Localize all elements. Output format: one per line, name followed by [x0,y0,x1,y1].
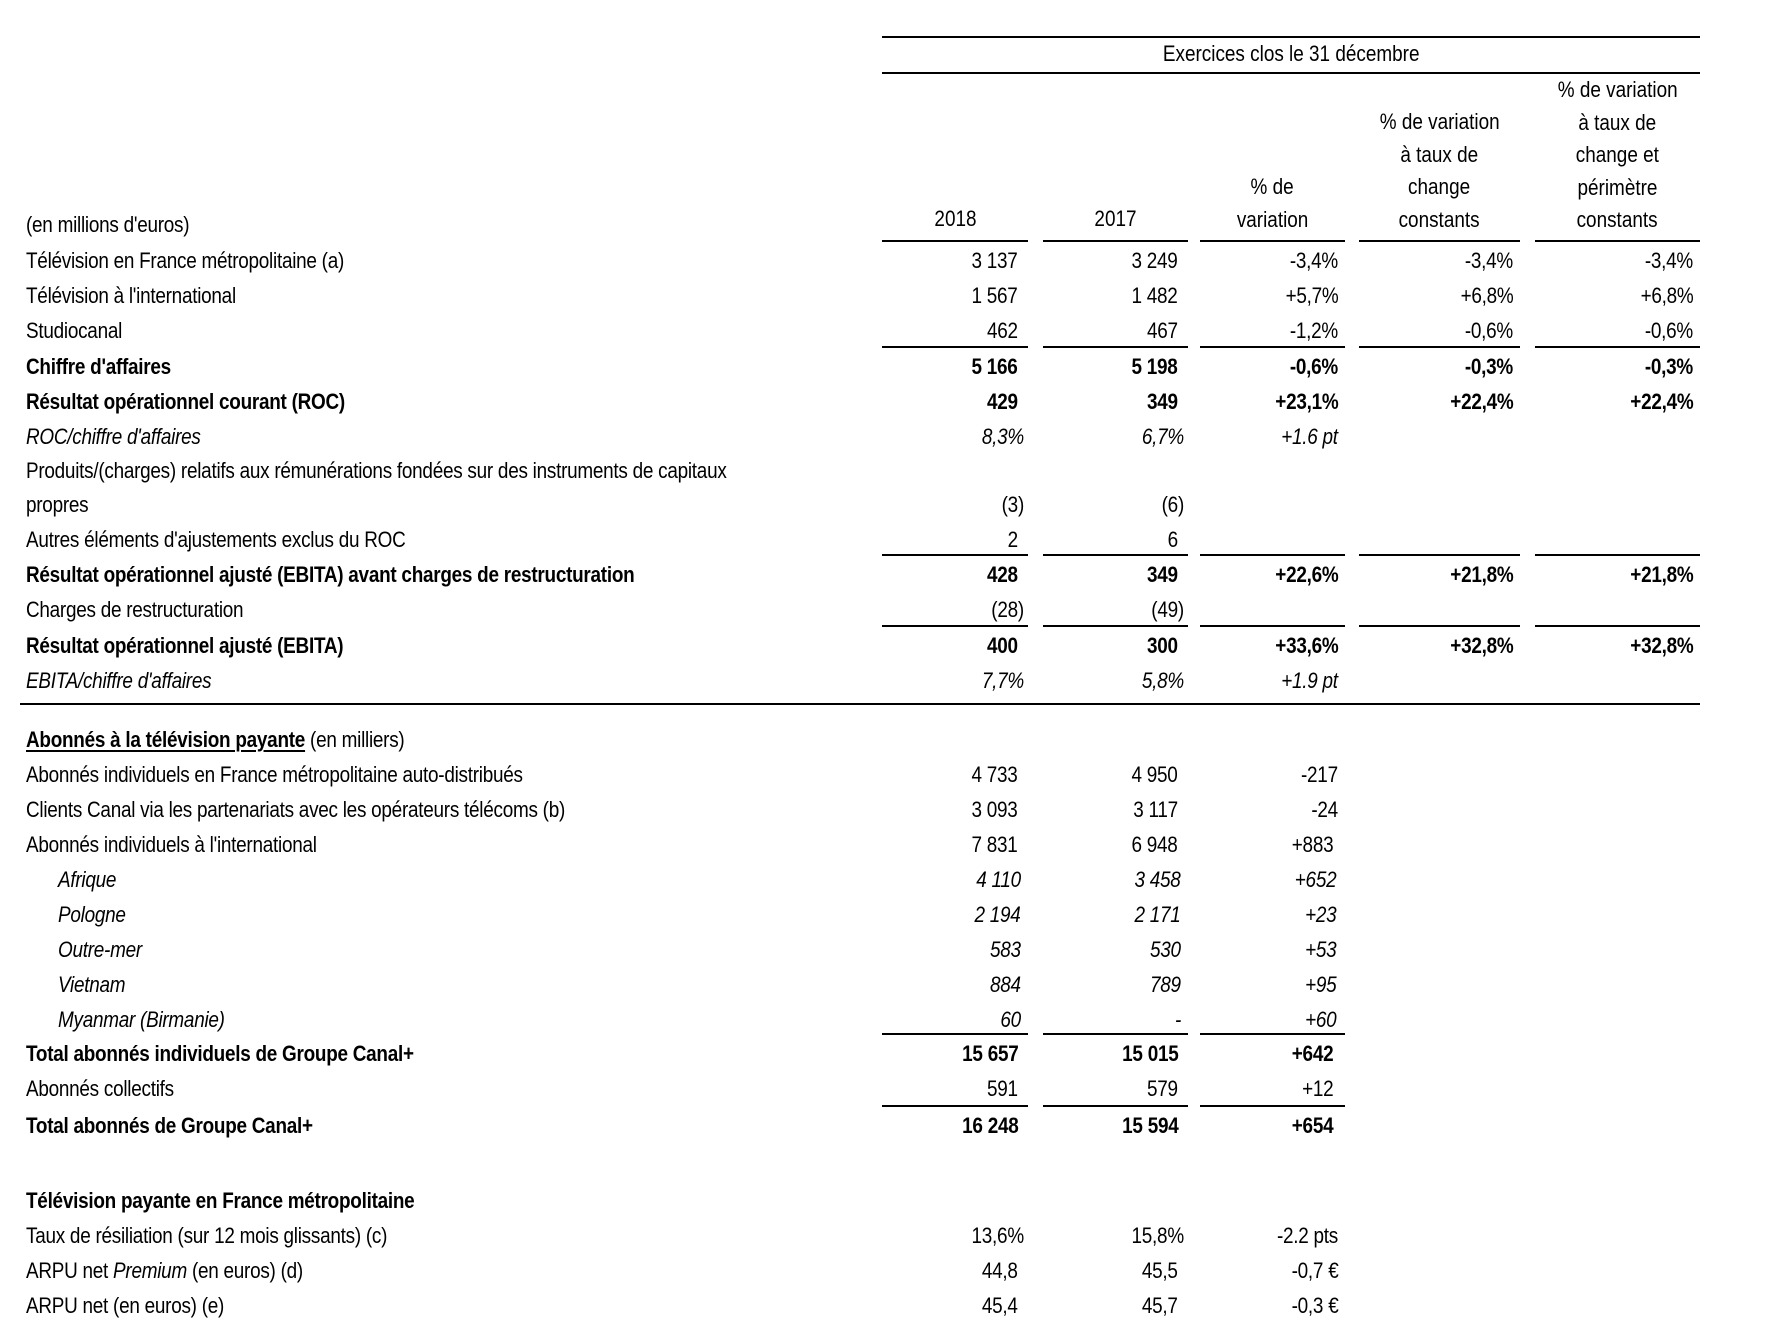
subtotal-rule [1200,1105,1345,1107]
subtotal-rule [1359,625,1520,627]
subtotal-rule [882,554,1028,556]
col-header-variation-constant-fx-scope: % de variation à taux de change et périmètre constants [1557,77,1678,232]
subtotal-rule [1359,554,1520,556]
col-rule [1043,240,1188,242]
section-divider [20,703,1700,705]
subtotal-rule [1043,1033,1188,1035]
col-rule [882,240,1028,242]
subtotal-rule [1535,346,1700,348]
subtotal-rule [1200,554,1345,556]
col-rule [1359,240,1520,242]
subtotal-rule [1359,346,1520,348]
subtotal-rule [882,625,1028,627]
subscribers-section-title: Abonnés à la télévision payante (en milliers) [26,727,405,752]
subtotal-rule [882,346,1028,348]
col-header-variation: % de variation [1236,174,1309,232]
subtotal-rule [1200,625,1345,627]
subtotal-rule [1043,1105,1188,1107]
unit-label: (en millions d'euros) [26,212,190,237]
france-pay-tv-section-title: Télévision payante en France métropolitaine [26,1188,415,1213]
col-header-variation-constant-fx: % de variation à taux de change constants [1379,109,1500,232]
period-title: Exercices clos le 31 décembre [1162,41,1420,66]
col-rule [1535,240,1700,242]
subtotal-rule [1535,554,1700,556]
financial-table-document: Exercices clos le 31 décembre (en millions d'euros) 2018 2017 % de variation % de variation à taux de change constants % de variation à taux de change et périmètre constants Télévision en France métropolitaine (a) 3 137 3 249 -3,4% -3,4% -3,4% Télévision à l'international 1 567 1 482 +5,7% +6,8% +6,8% Studiocanal 462 467 -1,2% -0,6% -0,6% Chiffre d'affaires 5 166 5 198 -0,6% -0,3% -0,3% Résultat opérationnel courant (ROC) 429 349 +23,1% +22,4% +22,4% ROC/chiffre d'affaires 8,3% 6,7% +1.6 pt Produits/(charges) relatifs aux rémunérations fondées sur des instruments de capitaux propres (3) (6) Autres éléments d'ajustements exclus du ROC 2 6 Résultat opérationnel ajusté (EBITA) avant charges de restructuration 428 349 +22,6% +21,8% +21,8% Charges de restructuration (28) (49) Résultat opérationnel ajusté (EBITA) 400 300 +33,6% +32,8% +32,8% EBITA/chiffre d'affaires 7,7% 5,8% +1.9 pt Abonnés à la télévision payante (en milliers) Abonnés individuels en France métropolitaine auto-distribués 4 733 4 950 -217 Clients Canal via les partenariats avec les opérateurs télécoms (b) 3 093 3 117 -24 Abonnés individuels à l'international 7 831 6 948 +883 Afrique 4 110 3 458 +652 Pologne 2 194 2 171 +23 Outre-mer 583 530 +53 Vietnam 884 789 +95 Myanmar (Birmanie) 60 - +60 Total abonnés individuels de Groupe Canal+ 15 657 15 015 +642 Abonnés collectifs 591 579 +12 Total abonnés de Groupe Canal+ 16 248 15 594 +654 Télévision payante en France métropolitaine Taux de résiliation (sur 12 mois glissants) (c) 13,6% 15,8% -2.2 pts ARPU net Premium (en euros) (d) 44,8 45,5 -0,7 € ARPU net (en euros) (e) 45,4 45,7 -0,3 € [0,0,1778,1332]
subtotal-rule [1200,346,1345,348]
subtotal-rule [1043,346,1188,348]
subtotal-rule [1043,625,1188,627]
subtotal-rule [1043,554,1188,556]
subtotal-rule [1200,1033,1345,1035]
col-rule [1200,240,1345,242]
subtotal-rule [882,1033,1028,1035]
header-top-rule [882,36,1700,38]
col-header-2018: 2018 [933,206,977,231]
subtotal-rule [1535,625,1700,627]
col-header-2017: 2017 [1094,206,1137,231]
subtotal-rule [882,1105,1028,1107]
